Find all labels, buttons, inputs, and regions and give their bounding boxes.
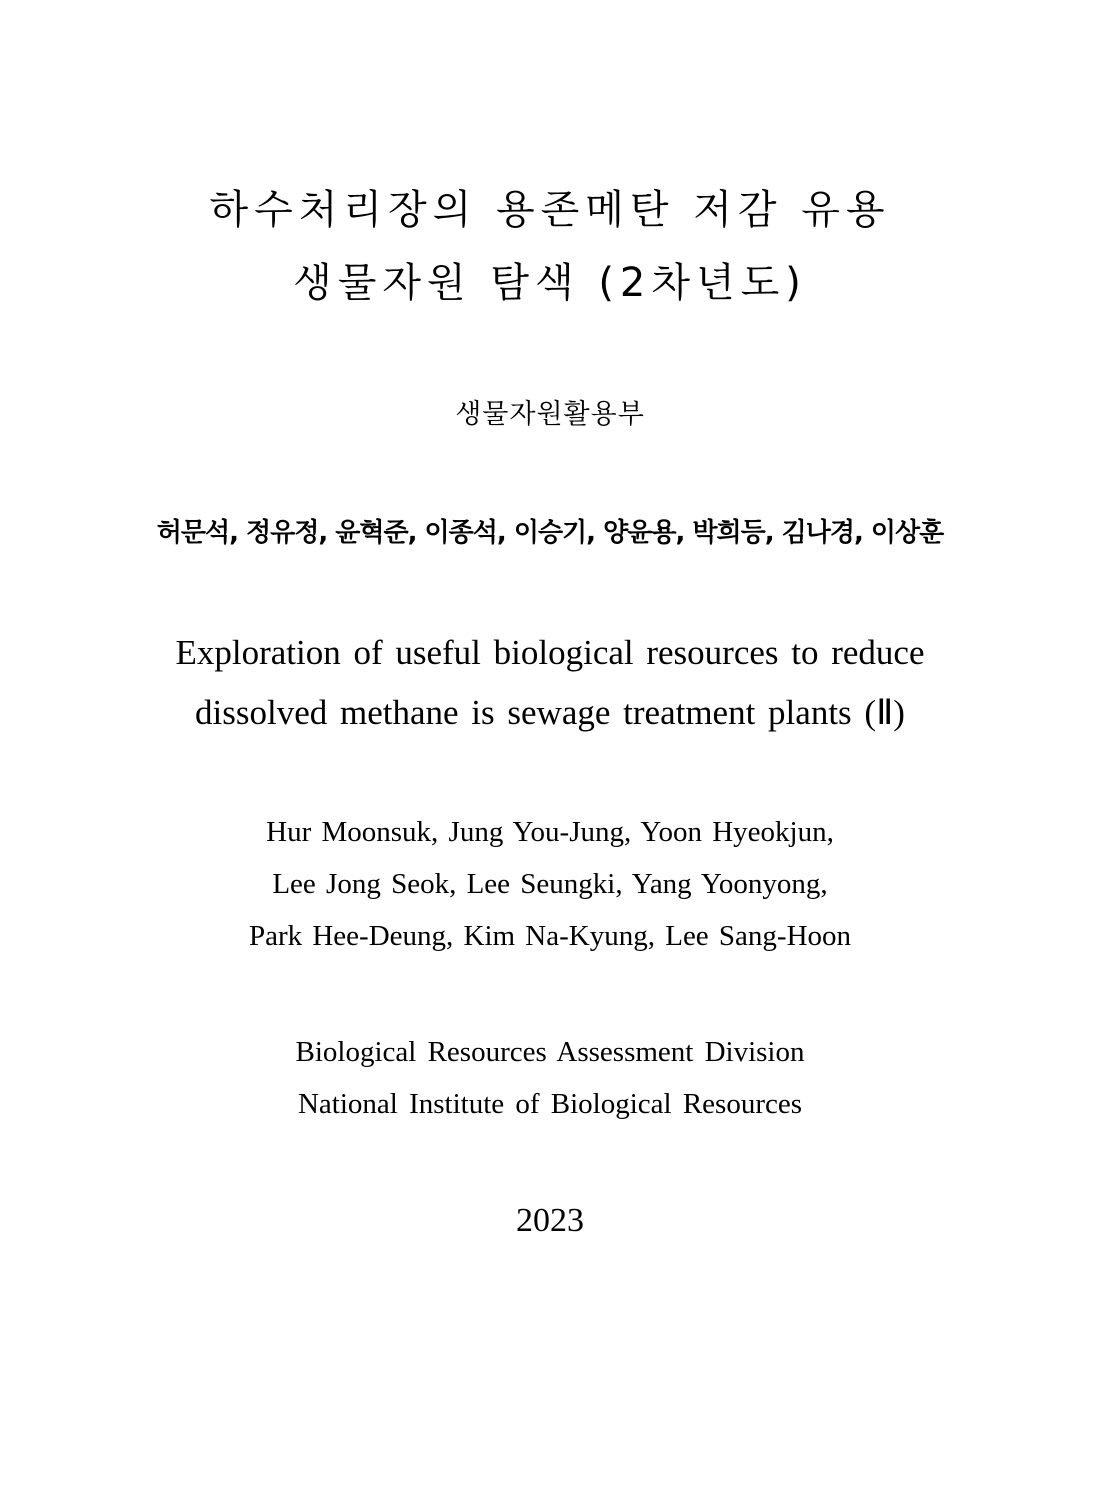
english-title-line-2: dissolved methane is sewage treatment plants (Ⅱ): [195, 693, 905, 732]
korean-title-line-2: 생물자원 탐색 (2차년도): [293, 260, 807, 306]
publication-year: 2023: [516, 1202, 584, 1239]
korean-title-line-1: 하수처리장의 용존메탄 저감 유용: [209, 187, 891, 233]
korean-department: 생물자원활용부: [455, 399, 645, 430]
korean-authors: 허문석, 정유정, 윤혁준, 이종석, 이승기, 양윤용, 박희등, 김나경, 이상훈: [156, 518, 944, 548]
english-authors-line-1: Hur Moonsuk, Jung You-Jung, Yoon Hyeokjun,: [266, 816, 834, 848]
division-name: Biological Resources Assessment Division: [295, 1036, 805, 1068]
english-authors-line-3: Park Hee-Deung, Kim Na-Kyung, Lee Sang-Hoon: [248, 920, 852, 952]
english-authors-line-2: Lee Jong Seok, Lee Seungki, Yang Yoonyong,: [272, 868, 828, 900]
english-title-line-1: Exploration of useful biological resources to reduce: [175, 633, 925, 672]
institute-name: National Institute of Biological Resources: [297, 1088, 803, 1120]
